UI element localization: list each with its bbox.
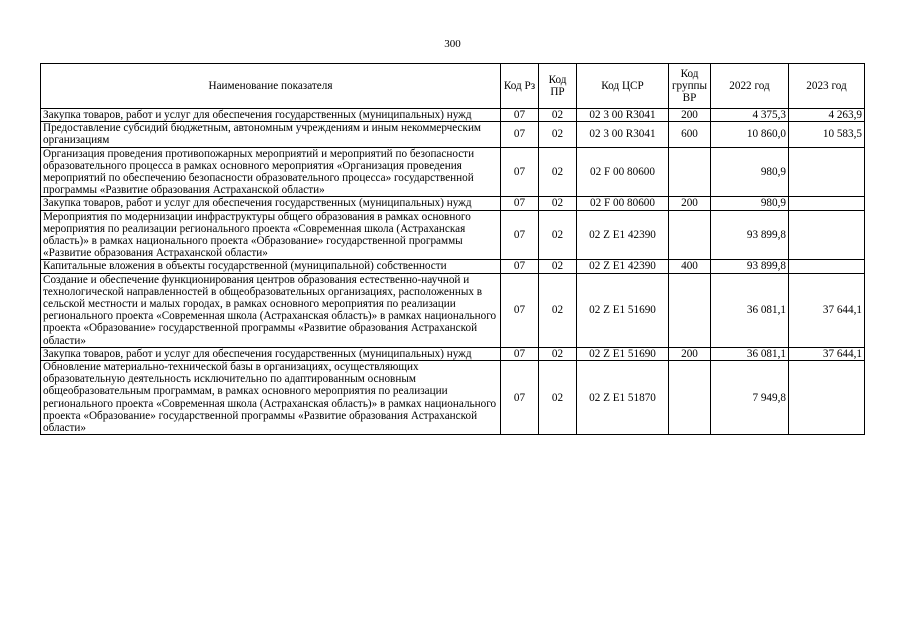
header-rz: Код Рз xyxy=(501,64,539,109)
row-rz: 07 xyxy=(501,260,539,273)
row-2022: 36 081,1 xyxy=(711,273,789,347)
table-row xyxy=(41,147,865,197)
row-pr: 02 xyxy=(539,273,577,347)
table-row xyxy=(41,347,865,360)
row-2022: 980,9 xyxy=(711,147,789,197)
row-2023 xyxy=(789,197,865,210)
row-name: Организация проведения противопожарных мероприятий и мероприятий по безопасности образовательного процесса в рамках основного мероприятия «Организация проведения мероприятий по обеспечению безопасности образовательного процесса» государственной программы «Развитие образования Астраханской области» xyxy=(41,147,501,197)
row-2023 xyxy=(789,210,865,260)
row-csr: 02 3 00 R3041 xyxy=(577,109,669,122)
row-2022: 7 949,8 xyxy=(711,361,789,435)
table-row xyxy=(41,197,865,210)
header-2023: 2023 год xyxy=(789,64,865,109)
row-rz: 07 xyxy=(501,122,539,147)
table-row xyxy=(41,361,865,435)
row-vr xyxy=(669,210,711,260)
budget-table xyxy=(40,63,865,435)
table-header-row xyxy=(41,64,865,109)
row-csr: 02 Z E1 51870 xyxy=(577,361,669,435)
header-csr: Код ЦСР xyxy=(577,64,669,109)
table-row xyxy=(41,260,865,273)
row-name: Закупка товаров, работ и услуг для обеспечения государственных (муниципальных) нужд xyxy=(41,109,501,122)
row-2022: 4 375,3 xyxy=(711,109,789,122)
row-vr: 200 xyxy=(669,109,711,122)
row-2023 xyxy=(789,361,865,435)
row-vr xyxy=(669,361,711,435)
row-pr: 02 xyxy=(539,147,577,197)
row-csr: 02 Z E1 42390 xyxy=(577,210,669,260)
row-rz: 07 xyxy=(501,361,539,435)
row-vr: 200 xyxy=(669,197,711,210)
table-row xyxy=(41,122,865,147)
row-csr: 02 Z E1 51690 xyxy=(577,347,669,360)
table-row xyxy=(41,273,865,347)
row-pr: 02 xyxy=(539,109,577,122)
row-name: Обновление материально-технической базы в организациях, осуществляющих образовательную деятельность исключительно по адаптированным основным общеобразовательным программам, в рамках основного мероприятия по реализации регионального проекта «Современная школа (Астраханская область)» в рамках национального проекта «Образование» государственной программы «Развитие образования Астраханской области» xyxy=(41,361,501,435)
row-name: Закупка товаров, работ и услуг для обеспечения государственных (муниципальных) нужд xyxy=(41,347,501,360)
row-name: Мероприятия по модернизации инфраструктуры общего образования в рамках основного мероприятия по реализации регионального проекта «Современная школа (Астраханская область)» в рамках национального проекта «Образование» государственной программы «Развитие образования Астраханской области» xyxy=(41,210,501,260)
row-csr: 02 Z E1 51690 xyxy=(577,273,669,347)
row-vr xyxy=(669,147,711,197)
header-pr: Код ПР xyxy=(539,64,577,109)
row-2022: 36 081,1 xyxy=(711,347,789,360)
header-vr: Код группы ВР xyxy=(669,64,711,109)
row-2023: 10 583,5 xyxy=(789,122,865,147)
row-2022: 10 860,0 xyxy=(711,122,789,147)
row-rz: 07 xyxy=(501,109,539,122)
row-2022: 93 899,8 xyxy=(711,260,789,273)
row-name: Закупка товаров, работ и услуг для обеспечения государственных (муниципальных) нужд xyxy=(41,197,501,210)
row-vr: 400 xyxy=(669,260,711,273)
row-rz: 07 xyxy=(501,197,539,210)
row-name: Создание и обеспечение функционирования центров образования естественно-научной и технологической направленностей в общеобразовательных организациях, расположенных в сельской местности и малых городах, в рамках основного мероприятия по реализации регионального проекта «Современная школа (Астраханская область)» в рамках национального проекта «Образование» государственной программы «Развитие образования Астраханской области» xyxy=(41,273,501,347)
row-vr: 600 xyxy=(669,122,711,147)
row-rz: 07 xyxy=(501,347,539,360)
row-pr: 02 xyxy=(539,122,577,147)
row-rz: 07 xyxy=(501,210,539,260)
table-row xyxy=(41,210,865,260)
row-csr: 02 F 00 80600 xyxy=(577,197,669,210)
row-2023: 4 263,9 xyxy=(789,109,865,122)
table-row xyxy=(41,109,865,122)
row-pr: 02 xyxy=(539,361,577,435)
row-pr: 02 xyxy=(539,260,577,273)
row-pr: 02 xyxy=(539,210,577,260)
page-number: 300 xyxy=(444,38,461,50)
row-vr: 200 xyxy=(669,347,711,360)
row-2022: 980,9 xyxy=(711,197,789,210)
row-rz: 07 xyxy=(501,273,539,347)
row-csr: 02 3 00 R3041 xyxy=(577,122,669,147)
row-rz: 07 xyxy=(501,147,539,197)
row-2023: 37 644,1 xyxy=(789,273,865,347)
row-name: Капитальные вложения в объекты государственной (муниципальной) собственности xyxy=(41,260,501,273)
row-name: Предоставление субсидий бюджетным, автономным учреждениям и иным некоммерческим организациям xyxy=(41,122,501,147)
header-2022: 2022 год xyxy=(711,64,789,109)
row-2022: 93 899,8 xyxy=(711,210,789,260)
row-pr: 02 xyxy=(539,347,577,360)
row-2023 xyxy=(789,147,865,197)
row-csr: 02 F 00 80600 xyxy=(577,147,669,197)
row-vr xyxy=(669,273,711,347)
row-csr: 02 Z E1 42390 xyxy=(577,260,669,273)
row-2023: 37 644,1 xyxy=(789,347,865,360)
header-name: Наименование показателя xyxy=(41,64,501,109)
row-2023 xyxy=(789,260,865,273)
row-pr: 02 xyxy=(539,197,577,210)
